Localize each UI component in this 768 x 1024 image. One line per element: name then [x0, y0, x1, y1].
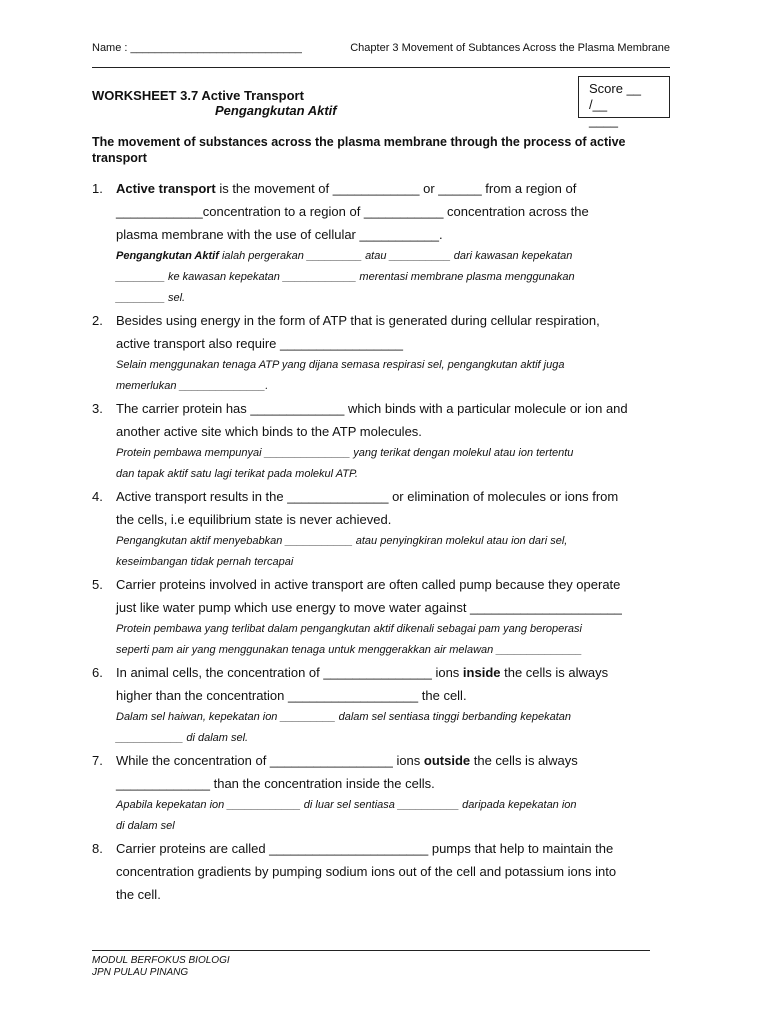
text-line: the cells is always — [470, 753, 578, 768]
name-field-label: Name : ____________________________ — [92, 42, 302, 54]
question-text-en: _____________ than the concentration inside the cells. — [116, 776, 435, 791]
question-number: 5. — [92, 577, 103, 592]
worksheet-subtitle: Pengangkutan Aktif — [215, 103, 337, 118]
text-line: While the concentration of _________________ ions — [116, 753, 424, 768]
text-line: ialah pergerakan _________ atau __________ dari kawasan kepekatan — [218, 250, 573, 262]
bold-term: outside — [423, 753, 471, 768]
question-4 — [92, 485, 682, 573]
question-text-en: Carrier proteins are called ______________________ pumps that help to maintain the — [116, 841, 614, 856]
bold-term: inside — [462, 665, 501, 680]
question-text-my: dan tapak aktif satu lagi terikat pada molekul ATP. — [116, 468, 358, 480]
bold-term: Pengangkutan Aktif — [116, 250, 219, 262]
question-number: 8. — [92, 841, 103, 856]
question-text-my: Protein pembawa yang terlibat dalam pengangkutan aktif dikenali sebagai pam yang beroperasi — [116, 623, 582, 635]
question-1 — [92, 177, 682, 309]
question-text-my — [116, 246, 682, 267]
question-number: 3. — [92, 401, 103, 416]
question-text-my: Protein pembawa mempunyai ______________ yang terikat dengan molekul atau ion tertentu — [116, 447, 574, 459]
question-number: 2. — [92, 313, 103, 328]
question-text-en: Besides using energy in the form of ATP that is generated during cellular respiration, — [116, 313, 600, 328]
question-number: 1. — [92, 181, 103, 196]
footer-line-2: JPN PULAU PINANG — [92, 967, 189, 978]
text-line: the cells is always — [500, 665, 609, 680]
footer-divider — [92, 950, 650, 951]
question-text-en: ____________concentration to a region of ___________ concentration across the — [116, 204, 589, 219]
question-list — [92, 177, 682, 906]
question-text-en: Active transport results in the ______________ or elimination of molecules or ions from — [116, 489, 619, 504]
question-text-en: the cells, i.e equilibrium state is never achieved. — [116, 512, 392, 527]
question-2 — [92, 309, 682, 397]
question-text-my: ___________ di dalam sel. — [116, 732, 249, 744]
bold-term: Active transport — [116, 181, 216, 196]
page-header — [92, 42, 670, 54]
score-box — [578, 76, 670, 128]
text-line: In animal cells, the concentration of _______________ ions — [116, 665, 463, 680]
question-text-my: di dalam sel — [116, 820, 175, 832]
question-text-en — [116, 749, 682, 772]
question-text-my: ________ sel. — [116, 292, 186, 304]
question-number: 4. — [92, 489, 103, 504]
question-text-my: Apabila kepekatan ion ____________ di luar sel sentiasa __________ daripada kepekatan ion — [116, 799, 577, 811]
question-text-my: seperti pam air yang menggunakan tenaga untuk menggerakkan air melawan ______________ — [116, 644, 582, 656]
question-text-my: keseimbangan tidak pernah tercapai — [116, 556, 294, 568]
question-text-my: ________ ke kawasan kepekatan ____________ merentasi membrane plasma menggunakan — [116, 271, 575, 283]
text-line: is the movement of ____________ or ______ from a region of — [215, 181, 577, 196]
question-text-en: Carrier proteins involved in active transport are often called pump because they operate — [116, 577, 621, 592]
header-divider — [92, 67, 670, 68]
question-text-en: plasma membrane with the use of cellular ___________. — [116, 227, 443, 242]
question-text-my: Selain menggunakan tenaga ATP yang dijana semasa respirasi sel, pengangkutan aktif juga — [116, 359, 565, 371]
question-6 — [92, 661, 682, 749]
question-text-en: The carrier protein has _____________ which binds with a particular molecule or ion and — [116, 401, 628, 416]
question-7 — [92, 749, 682, 837]
worksheet-title: WORKSHEET 3.7 Active Transport — [92, 88, 304, 103]
question-text-en — [116, 177, 682, 200]
question-text-my: memerlukan ______________. — [116, 380, 269, 392]
page-footer — [92, 955, 230, 979]
question-text-en: active transport also require _________________ — [116, 336, 403, 351]
question-text-en: another active site which binds to the ATP molecules. — [116, 424, 422, 439]
question-text-en: just like water pump which use energy to move water against _____________________ — [116, 600, 622, 615]
question-text-en — [116, 661, 682, 684]
question-text-my: Dalam sel haiwan, kepekatan ion _________ dalam sel sentiasa tinggi berbanding kepekatan — [116, 711, 571, 723]
chapter-title: Chapter 3 Movement of Subtances Across the Plasma Membrane — [350, 42, 670, 54]
question-text-en: concentration gradients by pumping sodium ions out of the cell and potassium ions into — [116, 864, 617, 879]
question-number: 7. — [92, 753, 103, 768]
question-text-my: Pengangkutan aktif menyebabkan ___________ atau penyingkiran molekul atau ion dari sel, — [116, 535, 568, 547]
question-8 — [92, 837, 682, 906]
section-intro: The movement of substances across the plasma membrane through the process of active transport — [92, 135, 626, 165]
question-text-en: higher than the concentration __________________ the cell. — [116, 688, 467, 703]
question-3 — [92, 397, 682, 485]
score-line-1: Score __ /__ — [589, 81, 642, 112]
question-5 — [92, 573, 682, 661]
footer-line-1: MODUL BERFOKUS BIOLOGI — [92, 955, 230, 966]
question-text-en: the cell. — [116, 887, 161, 902]
question-number: 6. — [92, 665, 103, 680]
score-line-2: ____ — [589, 113, 618, 128]
